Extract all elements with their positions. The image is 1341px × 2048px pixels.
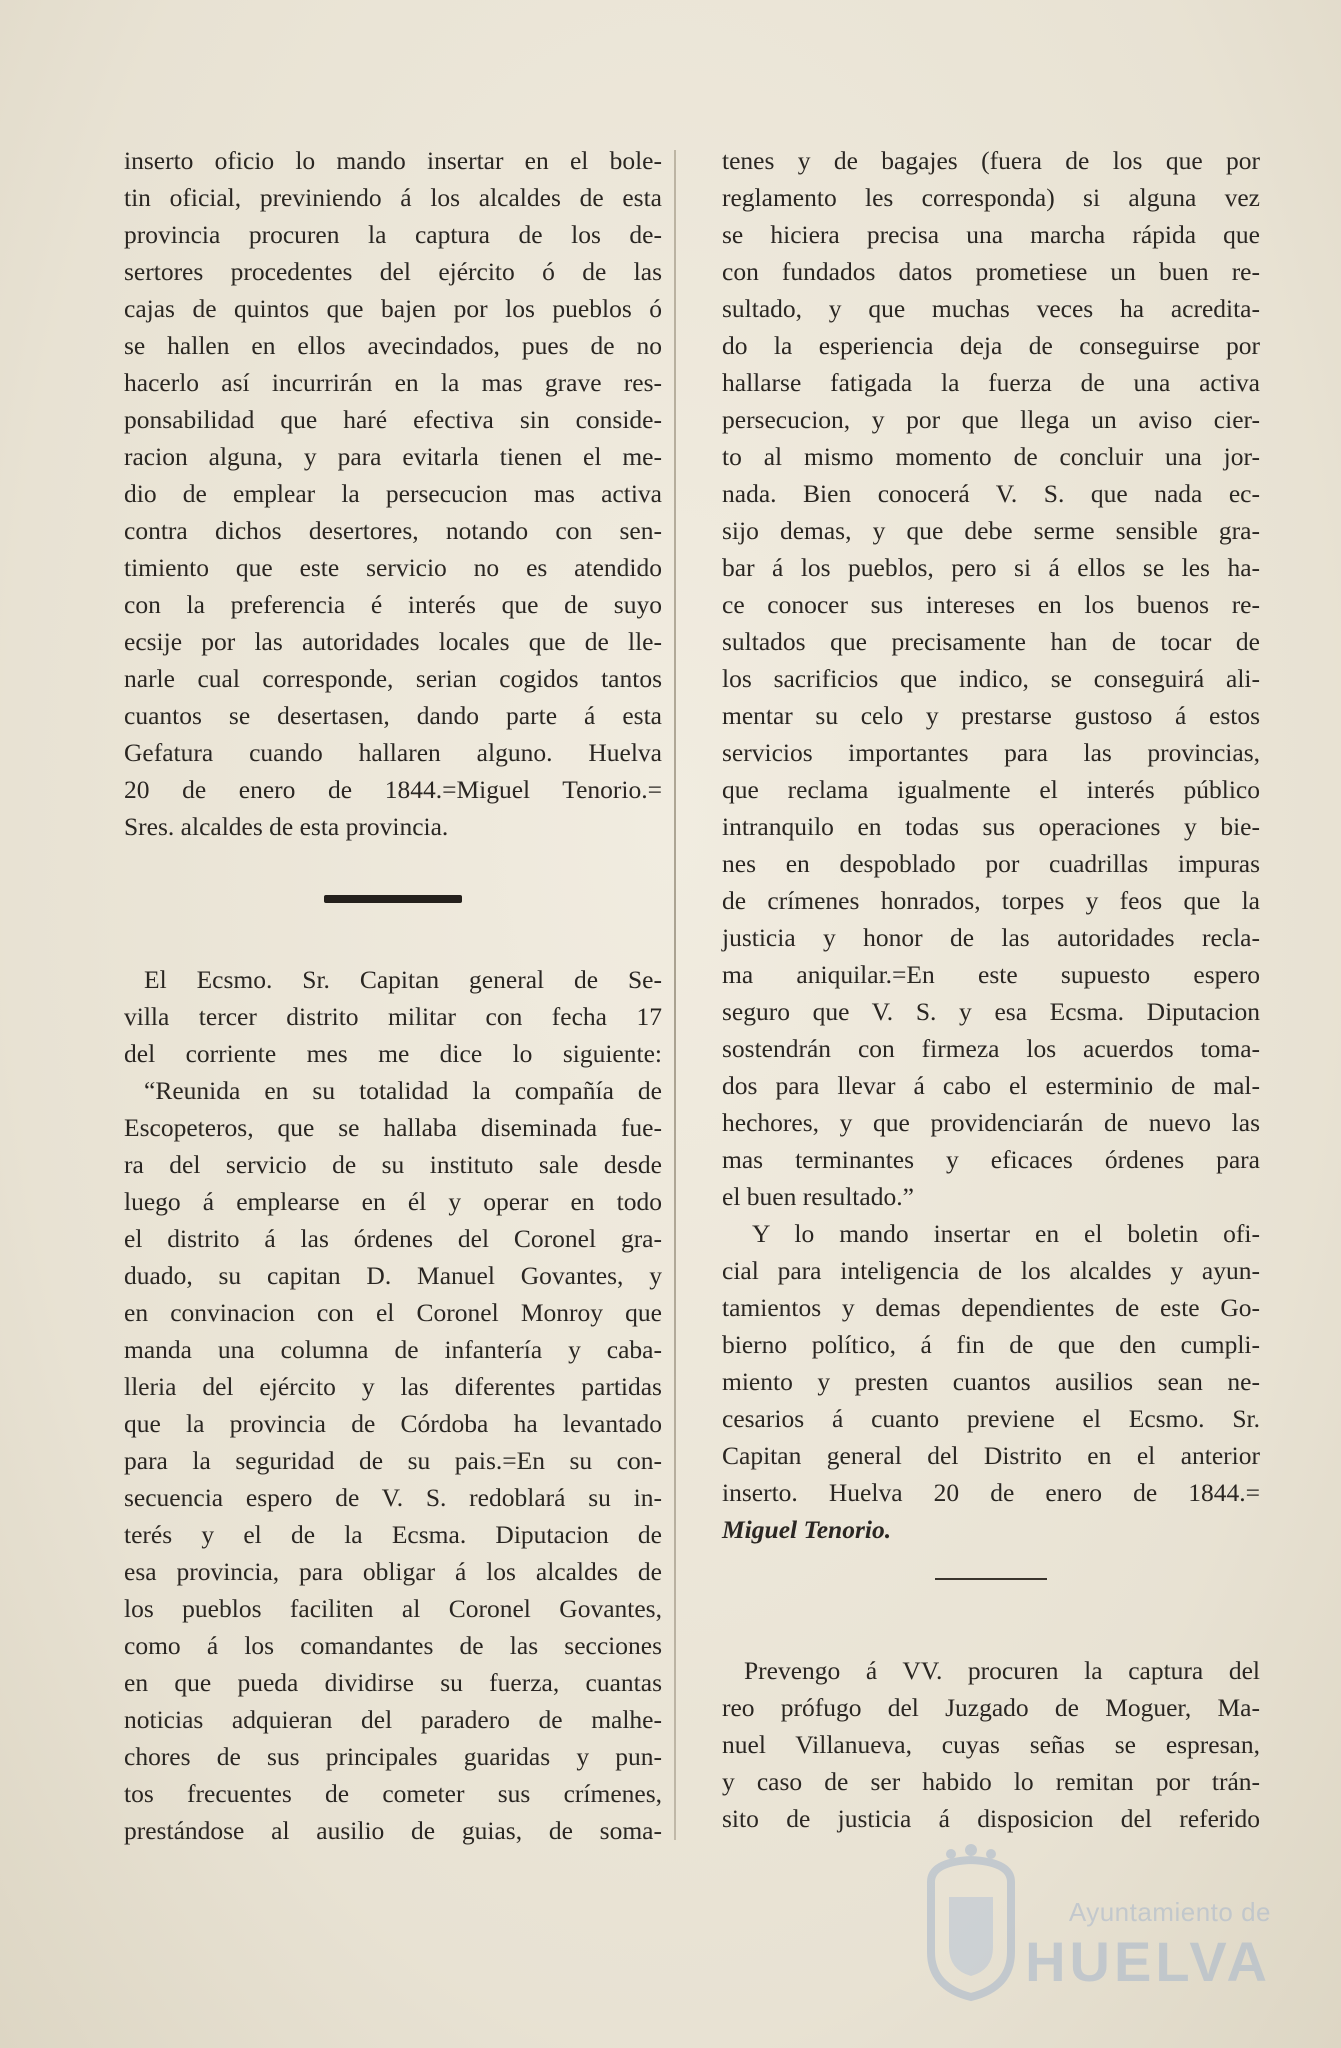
text-line: cajas de quintos que bajen por los pueblos ó <box>124 294 662 323</box>
text-line: sijo demas, y que debe serme sensible gra- <box>722 516 1260 545</box>
text-line: dio de emplear la persecucion mas activa <box>124 479 662 508</box>
text-line: contra dichos desertores, notando con sen- <box>124 516 662 545</box>
text-line: bar á los pueblos, pero si á ellos se les ha- <box>722 553 1260 582</box>
text-line: sultado, y que muchas veces ha acredita- <box>722 294 1260 323</box>
text-line: dos para llevar á cabo el esterminio de mal- <box>722 1071 1260 1100</box>
text-line: El Ecsmo. Sr. Capitan general de Se- <box>144 965 662 994</box>
text-line: sostendrán con firmeza los acuerdos toma- <box>722 1034 1260 1063</box>
text-line: tenes y de bagajes (fuera de los que por <box>722 146 1260 175</box>
text-line: inserto oficio lo mando insertar en el bole- <box>124 146 662 175</box>
coat-of-arms-icon <box>911 1842 1031 2002</box>
ayuntamiento-huelva-watermark <box>911 1792 1271 2022</box>
text-line: sito de justicia á disposicion del referido <box>722 1804 1260 1833</box>
text-line: ce conocer sus intereses en los buenos re- <box>722 590 1260 619</box>
text-line: el buen resultado.” <box>722 1182 914 1211</box>
text-line: se hallen en ellos avecindados, pues de no <box>124 331 662 360</box>
text-line: persecucion, y por que llega un aviso cier- <box>722 405 1260 434</box>
text-line: servicios importantes para las provincias, <box>722 738 1260 767</box>
watermark-line-1: Ayuntamiento de <box>1068 1897 1271 1927</box>
text-line: ma aniquilar.=En este supuesto espero <box>722 960 1260 989</box>
text-line: tin oficial, previniendo á los alcaldes de esta <box>124 183 662 212</box>
text-line: luego á emplearse en él y operar en todo <box>124 1187 662 1216</box>
left-column <box>124 142 662 1849</box>
text-line: narle cual corresponde, serian cogidos tantos <box>124 664 662 693</box>
paragraph-capitan-general <box>124 961 662 1849</box>
text-line: Capitan general del Distrito en el anterior <box>722 1441 1260 1470</box>
text-line: justicia y honor de las autoridades recla- <box>722 923 1260 952</box>
text-line: hallarse fatigada la fuerza de una activa <box>722 368 1260 397</box>
text-line: los pueblos faciliten al Coronel Govantes, <box>124 1594 662 1623</box>
text-line: nes en despoblado por cuadrillas impuras <box>722 849 1260 878</box>
text-line: mas terminantes y eficaces órdenes para <box>722 1145 1260 1174</box>
text-line: hacerlo así incurrirán en la mas grave res- <box>124 368 662 397</box>
text-line: se hiciera precisa una marcha rápida que <box>722 220 1260 249</box>
text-line: mentar su celo y prestarse gustoso á estos <box>722 701 1260 730</box>
text-line: nuel Villanueva, cuyas señas se espresan, <box>722 1730 1260 1759</box>
text-line: manda una columna de infantería y caba- <box>124 1335 662 1364</box>
text-line: hechores, y que providenciarán de nuevo las <box>722 1108 1260 1137</box>
text-line: chores de sus principales guaridas y pun- <box>124 1742 662 1771</box>
text-line: como á los comandantes de las secciones <box>124 1631 662 1660</box>
text-line: esa provincia, para obligar á los alcaldes de <box>124 1557 662 1586</box>
text-line: con fundados datos prometiese un buen re- <box>722 257 1260 286</box>
text-line: reo prófugo del Juzgado de Moguer, Ma- <box>722 1693 1260 1722</box>
text-line: los sacrificios que indico, se conseguirá ali- <box>722 664 1260 693</box>
text-line: intranquilo en todas sus operaciones y bie- <box>722 812 1260 841</box>
text-line: sultados que precisamente han de tocar de <box>722 627 1260 656</box>
text-line: tos frecuentes de cometer sus crímenes, <box>124 1779 662 1808</box>
watermark-line-2: HUELVA <box>1025 1930 1271 1993</box>
text-line: Escopeteros, que se hallaba diseminada fue- <box>124 1113 662 1142</box>
text-line: reglamento les corresponda) si alguna vez <box>722 183 1260 212</box>
text-line: nada. Bien conocerá V. S. que nada ec- <box>722 479 1260 508</box>
text-line: el distrito á las órdenes del Coronel gra- <box>124 1224 662 1253</box>
text-line: do la esperiencia deja de conseguirse por <box>722 331 1260 360</box>
text-line: y caso de ser habido lo remitan por trán- <box>722 1767 1260 1796</box>
text-line: miento y presten cuantos ausilios sean ne- <box>722 1367 1260 1396</box>
text-line: para la seguridad de su pais.=En su con- <box>124 1446 662 1475</box>
text-line: Prevengo á VV. procuren la captura del <box>744 1656 1260 1685</box>
text-line: del corriente mes me dice lo siguiente: <box>124 1039 662 1068</box>
text-line: con la preferencia é interés que de suyo <box>124 590 662 619</box>
text-line: cial para inteligencia de los alcaldes y ayun- <box>722 1256 1260 1285</box>
text-line: en convinacion con el Coronel Monroy que <box>124 1298 662 1327</box>
text-line: tamientos y demas dependientes de este Go- <box>722 1293 1260 1322</box>
text-line: que reclama igualmente el interés público <box>722 775 1260 804</box>
text-line: seguro que V. S. y esa Ecsma. Diputacion <box>722 997 1260 1026</box>
text-line: 20 de enero de 1844.=Miguel Tenorio.= <box>124 775 662 804</box>
text-line: de crímenes honrados, torpes y feos que la <box>722 886 1260 915</box>
text-line: duado, su capitan D. Manuel Govantes, y <box>124 1261 662 1290</box>
section-divider <box>324 895 462 903</box>
text-line: provincia procuren la captura de los de- <box>124 220 662 249</box>
text-line: Gefatura cuando hallaren alguno. Huelva <box>124 738 662 767</box>
paragraph-continuacion <box>722 142 1260 1215</box>
text-line: Y lo mando insertar en el boletin ofi- <box>752 1219 1260 1248</box>
text-line: lleria del ejército y las diferentes partidas <box>124 1372 662 1401</box>
signature-line: Miguel Tenorio. <box>722 1515 892 1544</box>
text-line: “Reunida en su totalidad la compañía de <box>144 1076 662 1105</box>
text-line: noticias adquieran del paradero de malhe- <box>124 1705 662 1734</box>
text-line: cuantos se desertasen, dando parte á esta <box>124 701 662 730</box>
text-line: ponsabilidad que haré efectiva sin conside- <box>124 405 662 434</box>
paragraph-desertores <box>124 142 662 845</box>
column-divider <box>674 150 676 1840</box>
paragraph-mando-insertar <box>722 1215 1260 1548</box>
text-line: inserto. Huelva 20 de enero de 1844.= <box>722 1478 1260 1507</box>
text-line: bierno político, á fin de que den cumpli- <box>722 1330 1260 1359</box>
right-column <box>722 142 1260 1837</box>
text-line: to al mismo momento de concluir una jor- <box>722 442 1260 471</box>
text-line: prestándose al ausilio de guias, de soma- <box>124 1816 662 1845</box>
text-line: que la provincia de Córdoba ha levantado <box>124 1409 662 1438</box>
text-line: villa tercer distrito militar con fecha 17 <box>124 1002 662 1031</box>
text-line: en que pueda dividirse su fuerza, cuantas <box>124 1668 662 1697</box>
text-line: Sres. alcaldes de esta provincia. <box>124 812 449 841</box>
text-line: racion alguna, y para evitarla tienen el me- <box>124 442 662 471</box>
text-line: ecsije por las autoridades locales que de lle- <box>124 627 662 656</box>
text-line: secuencia espero de V. S. redoblará su in- <box>124 1483 662 1512</box>
text-line: ra del servicio de su instituto sale desde <box>124 1150 662 1179</box>
text-line: timiento que este servicio no es atendido <box>124 553 662 582</box>
text-line: terés y el de la Ecsma. Diputacion de <box>124 1520 662 1549</box>
text-line: sertores procedentes del ejército ó de las <box>124 257 662 286</box>
text-line: cesarios á cuanto previene el Ecsmo. Sr. <box>722 1404 1260 1433</box>
